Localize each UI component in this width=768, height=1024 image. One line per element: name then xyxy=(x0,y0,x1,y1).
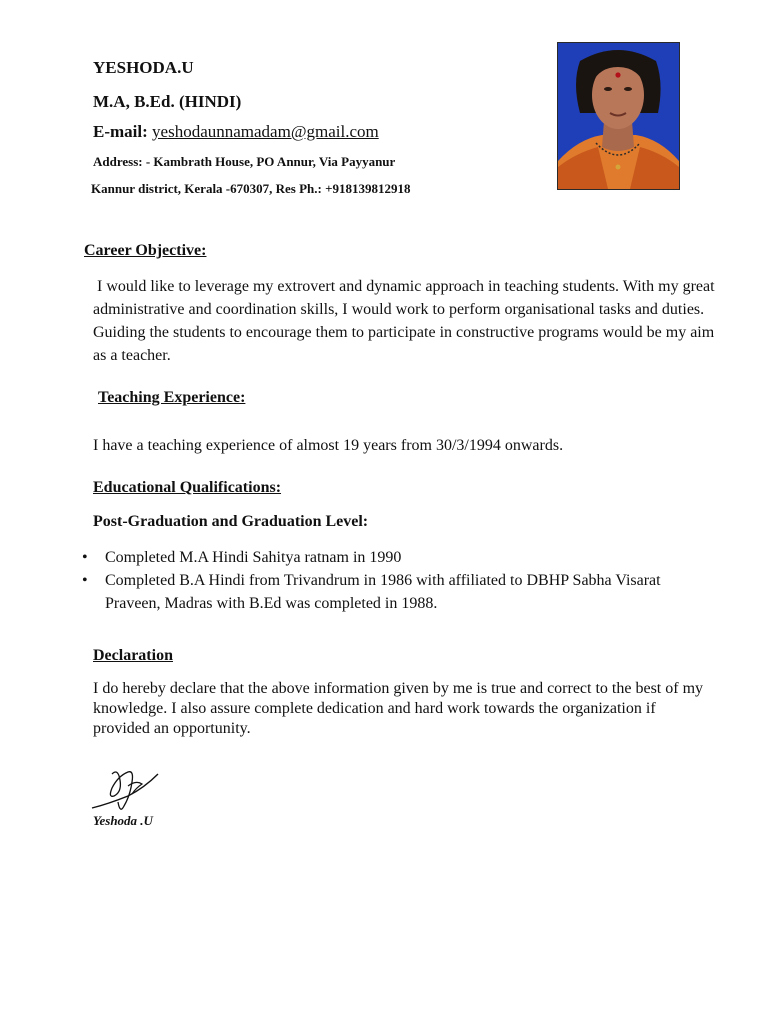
address-line-2: Kannur district, Kerala -670307, Res Ph.: +918139812918 xyxy=(91,181,411,196)
bullet-icon: • xyxy=(82,572,88,589)
signature-name: Yeshoda .U xyxy=(93,813,153,828)
bullet-icon: • xyxy=(82,549,88,566)
address-line-1: Address: - Kambrath House, PO Annur, Via Payyanur xyxy=(93,154,396,169)
profile-photo xyxy=(557,42,680,190)
candidate-name: YESHODA.U xyxy=(93,58,194,77)
career-objective-heading: Career Objective: xyxy=(84,242,207,259)
email-label: E-mail: xyxy=(93,122,153,141)
signature-icon xyxy=(88,766,168,816)
teaching-experience-text: I have a teaching experience of almost 19 years from 30/3/1994 onwards. xyxy=(93,437,564,454)
qualification-text: Completed M.A Hindi Sahitya ratnam in 1990 xyxy=(105,549,402,566)
email-link[interactable]: yeshodaunnamadam@gmail.com xyxy=(152,122,379,141)
career-objective-text: I would like to leverage my extrovert and dynamic approach in teaching students. With my great administrative and coordination skills, I would work to perform organisational tasks and duties. Guiding the students to encourage them to participate in constructive programs would be my aim as a teacher. xyxy=(93,278,719,364)
qualifications-list xyxy=(78,546,718,615)
email-line xyxy=(93,122,379,142)
qualification-text: Completed B.A Hindi from Trivandrum in 1986 with affiliated to DBHP Sabha Visarat Praveen, Madras with B.Ed was completed in 1988. xyxy=(105,572,661,612)
teaching-experience-heading: Teaching Experience: xyxy=(98,389,246,406)
declaration-heading: Declaration xyxy=(93,647,173,664)
list-item xyxy=(78,569,718,615)
portrait-illustration xyxy=(558,43,679,189)
graduation-level-subheading: Post-Graduation and Graduation Level: xyxy=(93,513,369,530)
candidate-degree: M.A, B.Ed. (HINDI) xyxy=(93,92,242,111)
educational-qualifications-heading: Educational Qualifications: xyxy=(93,479,282,496)
declaration-text: I do hereby declare that the above information given by me is true and correct to the best of my knowledge. I also assure complete dedication and hard work towards the organization if provided an opportunity. xyxy=(93,680,704,737)
list-item xyxy=(78,546,718,569)
